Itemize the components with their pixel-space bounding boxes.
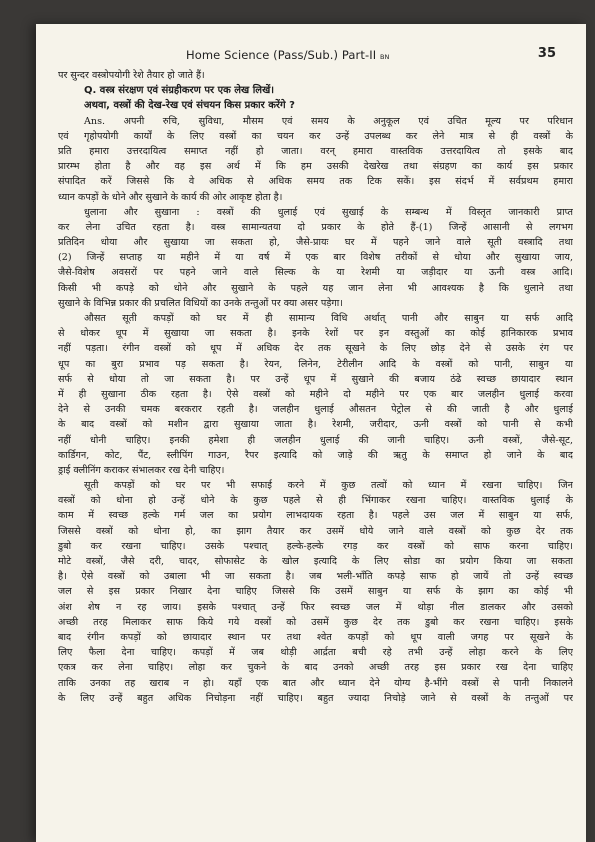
page-body-text — [58, 68, 573, 706]
text-line: डुबो कर रखना चाहिए। उसके पश्चात् हल्के-हल्के रगड़ कर वस्त्रों को साफ करना चाहिए। — [58, 540, 573, 552]
text-line: ड्राई क्लीनिंग कराकर संभालकर रख देनी चाहिए। — [58, 464, 225, 476]
text-line: अंश शेष न रह जाय। इसके पश्चात् उन्हें फिर स्वच्छ जल में थोड़ा नील डालकर और उसको — [58, 601, 573, 613]
running-header — [186, 46, 556, 66]
text-line: जैसे-विशेष अवसरों पर पहने जाने वाले सिल्क के या रेशमी या जड़ीदार या ऊनी वस्त्र आदि। — [58, 267, 573, 279]
text-line: वस्त्रों को धोना हो उन्हें धोने के कुछ पहले से ही भिंगाकर रखना चाहिए। वास्तविक धुलाई के — [58, 495, 573, 507]
text-line: Ans. अपनी रुचि, सुविधा, मौसम एवं समय के अनुकूल एवं उचित मूल्य पर परिधान — [84, 115, 573, 127]
text-line: ताकि उनका तह खराब न हो। यहाँ एक बात और ध्यान देने योग्य है-भींगे वस्त्रों से पानी निकालने — [58, 677, 573, 689]
text-line: प्रतिदिन धोया और सुखाया जा सकता हो, जैसे-प्रायः घर में पहने जाने वाले सूती वस्त्रादि तथा — [58, 237, 573, 249]
text-line: एवं गृहोपयोगी कार्यों के लिए वस्त्रों का चयन कर उन्हें उपलब्ध कर लेने मात्र से ही वस्त्रों के — [58, 130, 573, 142]
text-line: नहीं पड़ता। रंगीन वस्त्रों को धूप में अधिक देर तक सूखने के लिए छोड़ देने से उसके रंग पर — [58, 343, 573, 355]
page-number: 35 — [537, 46, 556, 61]
question-line: Q. वस्त्र संरक्षण एवं संग्रहीकरण पर एक लेख लिखें। — [84, 85, 275, 97]
text-line: प्रारम्भ होता है और वह इस अर्थ में कि हम उसकी देखरेख तथा संग्रहण का कार्य इस प्रकार — [58, 161, 573, 173]
text-line: कार्डिगन, कोट, पैंट, स्लीपिंग गाउन, रैपर इत्यादि को जाड़े की ऋतु के समाप्त हो जाने के बाद — [58, 449, 573, 461]
text-line: (2) जिन्हें सप्ताह या महीने में या वर्ष में एक बार विशेष तरीकों से धोया और सुखाया जाय, — [58, 252, 573, 264]
text-line: के लिए उन्हें बहुत अधिक निचोड़ना नहीं चाहिए। बहुत ज्यादा निचोड़े जाने से वस्त्रों के तन्तुओं पर — [58, 692, 573, 704]
text-line: काम में स्वच्छ हल्के गर्म जल का प्रयोग लाभदायक रहता है। पहले उस जल में साबुन या सर्फ, — [58, 510, 573, 522]
question-line: अथवा, वस्त्रों की देख-रेख एवं संचयन किस प्रकार करेंगे ? — [84, 100, 295, 112]
book-page — [36, 24, 586, 842]
text-line: धुलाना और सुखाना : वस्त्रों की धुलाई एवं सुखाई के सम्बन्ध में विस्तृत जानकारी प्राप्त — [84, 206, 573, 218]
text-line: नहीं धोनी चाहिए। इनकी हमेशा ही जलहीन धुलाई की जानी चाहिए। ऊनी वस्त्रों, जैसे-सूट, — [58, 434, 573, 446]
text-line: संपादित करें जिससे कि वे अधिक से अधिक समय तक टिक सकें। इस संदर्भ में सर्वप्रथम हमारा — [58, 176, 573, 188]
text-line: प्रति हमारा उत्तरदायित्व समाप्त नहीं हो जाता। वरन् हमारा वास्तविक उत्तरदायित्व तो इसके बाद — [58, 145, 573, 157]
text-line: कर लेना उचित रहता है। वस्त्र सामान्यतया दो प्रकार के होते हैं-(1) जिन्हें आसानी से लगभग — [58, 221, 573, 233]
text-line: सर्फ से धोया तो जा सकता है। पर उन्हें धूप में सुखाने की बजाय ठंढे स्वच्छ छायादार स्थान — [58, 373, 573, 385]
text-line: बाद रंगीन कपड़ों को छायादार स्थान पर तथा श्वेत कपड़ों को धूप वाली जगह पर सूखने के — [58, 631, 573, 643]
text-line: धूप का बुरा प्रभाव पड़ सकता है। रेयन, लिनेन, टेरीलीन आदि के वस्त्रों को पानी, साबुन या — [58, 358, 573, 370]
text-line: सुखाने के विभिन्न प्रकार की प्रचलित विधियों का उनके तन्तुओं पर क्या असर पड़ेगा। — [58, 297, 343, 309]
text-line: जल से इस प्रकार निखार देना चाहिए जिससे कि उसमें साबुन या सर्फ के झाग का कोई भी — [58, 586, 573, 598]
header-title: Home Science (Pass/Sub.) Part-II BN — [186, 48, 390, 62]
text-line: ध्यान कपड़ों के धोने और सुखाने के कार्य की ओर आकृष्ट होता है। — [58, 191, 283, 203]
text-line: किसी भी कपड़े को धोने और सुखाने के पहले यह जान लेना भी आवश्यक है कि धुलाने तथा — [58, 282, 573, 294]
text-line: औसत सूती कपड़ों को घर में ही सामान्य विधि अर्थात् पानी और साबुन या सर्फ आदि — [84, 313, 573, 324]
text-line: अच्छी तरह मिलाकर साफ किये गये वस्त्रों को उसमें कुछ देर तक डुबो कर रखना चाहिए। इसके — [58, 616, 573, 628]
text-line: लिए फैला देना चाहिए। कपड़ों में जब थोड़ी आर्द्रता बची रहे तभी उन्हें लोहा करने के लिए — [58, 647, 573, 659]
text-line: जिससे वस्त्रों को धोना हो, का झाग तैयार कर उसमें धोये जाने वाले वस्त्रों को कुछ देर तक — [58, 525, 573, 537]
text-line: देने से उनकी चमक बरकरार रहती है। जलहीन धुलाई औसतन पेट्रोल से की जाती है और धुलाई — [58, 404, 573, 416]
text-line: एकत्र कर लेना चाहिए। लोहा कर चुकने के बाद उनको अच्छी तरह इस प्रकार रख देना चाहिए — [58, 662, 573, 674]
text-line: में ही सुखाना ठीक रहता है। ऐसे वस्त्रों को महीने दो महीने पर एक बार जलहीन धुलाई करवा — [58, 388, 573, 400]
text-line: से धोकर धूप में सुखाया जा सकता है। इनके रेशों पर इन वस्तुओं का कोई हानिकारक प्रभाव — [58, 328, 573, 340]
text-line: सूती कपड़ों को घर पर भी सफाई करने में कुछ तत्वों को ध्यान में रखना चाहिए। जिन — [84, 480, 573, 492]
text-line: मोटे वस्त्रों, जैसे दरी, चादर, सोफासेट के खोल इत्यादि के लिए सोडा का प्रयोग किया जा सकता — [58, 556, 573, 567]
text-line: के बाद वस्त्रों को मशीन द्वारा सुखाया जाता है। रेशमी, जरीदार, ऊनी वस्त्रों को पानी से कभी — [58, 419, 573, 431]
text-line: है। ऐसे वस्त्रों को उबाला भी जा सकता है। जब भली-भाँति कपड़े साफ हो जायें तो उन्हें स्वच्छ — [58, 571, 573, 583]
text-line: पर सुन्दर वस्त्रोपयोगी रेशे तैयार हो जाते हैं। — [58, 70, 205, 81]
